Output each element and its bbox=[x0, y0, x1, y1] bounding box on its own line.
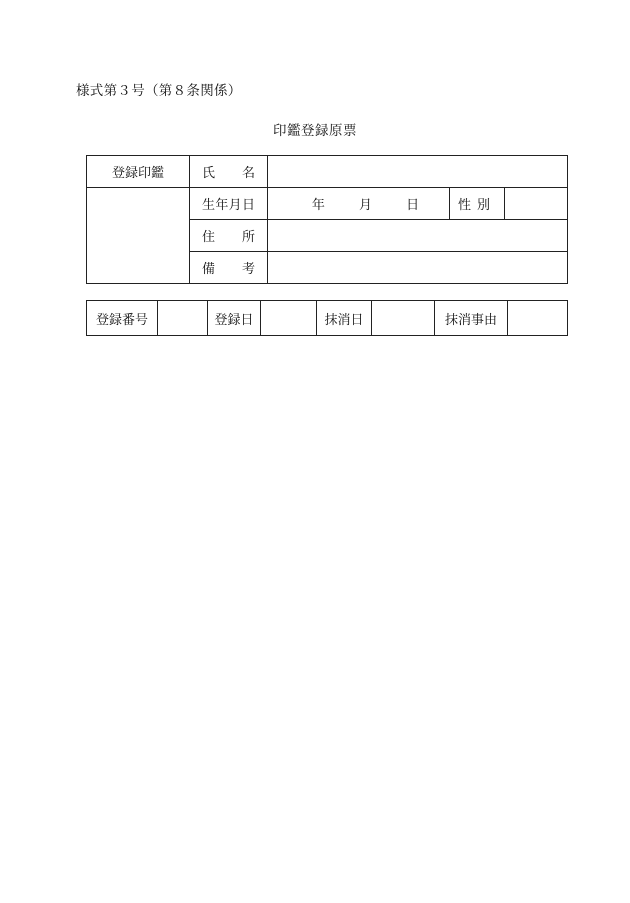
name-value-cell[interactable] bbox=[268, 156, 568, 188]
address-value-cell[interactable] bbox=[268, 220, 568, 252]
sex-value-cell[interactable] bbox=[505, 188, 568, 220]
seal-impression-box[interactable] bbox=[87, 188, 190, 284]
seal-registration-table bbox=[86, 155, 568, 284]
address-label: 住 所 bbox=[190, 220, 268, 252]
remarks-value-cell[interactable] bbox=[268, 252, 568, 284]
registration-row bbox=[87, 301, 568, 336]
cancel-reason-value-cell[interactable] bbox=[508, 301, 568, 336]
registration-info-table bbox=[86, 300, 568, 336]
cancel-date-value-cell[interactable] bbox=[372, 301, 435, 336]
cancel-reason-label: 抹消事由 bbox=[435, 301, 508, 336]
birthdate-value-cell[interactable] bbox=[268, 188, 450, 220]
form-reference: 様式第３号（第８条関係） bbox=[76, 83, 242, 99]
reg-number-label: 登録番号 bbox=[87, 301, 158, 336]
reg-date-value-cell[interactable] bbox=[261, 301, 317, 336]
remarks-label: 備 考 bbox=[190, 252, 268, 284]
sex-label: 性別 bbox=[450, 188, 505, 220]
year-unit: 年 bbox=[311, 198, 325, 213]
reg-number-value-cell[interactable] bbox=[158, 301, 208, 336]
month-unit: 月 bbox=[358, 198, 372, 213]
reg-date-label: 登録日 bbox=[208, 301, 261, 336]
birthdate-label: 生年月日 bbox=[190, 188, 268, 220]
day-unit: 日 bbox=[406, 198, 420, 213]
document-title: 印鑑登録原票 bbox=[273, 123, 357, 139]
birthdate-row bbox=[87, 188, 568, 220]
name-row bbox=[87, 156, 568, 188]
cancel-date-label: 抹消日 bbox=[317, 301, 372, 336]
seal-label: 登録印鑑 bbox=[87, 156, 190, 188]
name-label: 氏 名 bbox=[190, 156, 268, 188]
